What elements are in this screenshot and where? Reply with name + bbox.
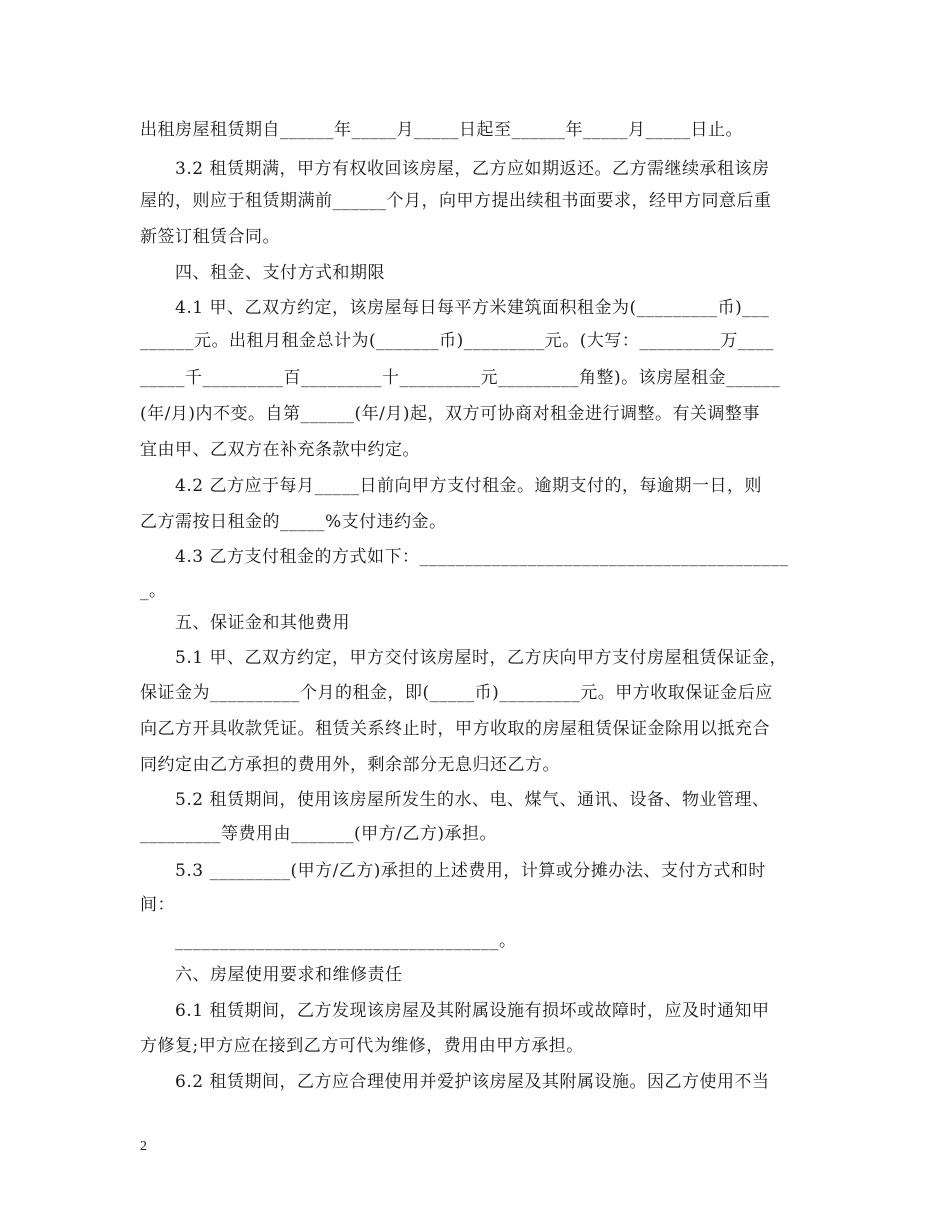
clause-4-3-line: 4.3 乙方支付租金的方式如下：_________________________________________ <box>175 547 789 567</box>
text-line: _________等费用由_______(甲方/乙方)承担。 <box>140 824 497 844</box>
section-heading-4: 四、租金、支付方式和期限 <box>175 263 385 283</box>
clause-5-1-line: 5.1 甲、乙双方约定，甲方交付该房屋时，乙方庆向甲方支付房屋租赁保证金， <box>175 648 787 668</box>
section-heading-5: 五、保证金和其他费用 <box>175 613 350 633</box>
text-line: 屋的，则应于租赁期满前______个月，向甲方提出续租书面要求，经甲方同意后重 <box>140 191 772 211</box>
text-line: 间： <box>140 895 175 915</box>
text-line: 保证金为__________个月的租金，即(_____币)_________元。甲方收取保证金后应 <box>140 683 773 703</box>
text-line: ______元。出租月租金总计为(_______币)_________元。(大写：_________万____ <box>140 331 774 351</box>
text-line: 方修复;甲方应在接到乙方可代为维修，费用由甲方承担。 <box>140 1036 584 1056</box>
clause-5-2-line: 5.2 租赁期间，使用该房屋所发生的水、电、煤气、通讯、设备、物业管理、 <box>175 790 770 810</box>
text-line: 向乙方开具收款凭证。租赁关系终止时，甲方收取的房屋租赁保证金除用以抵充合 <box>140 719 770 739</box>
text-line: 宜由甲、乙双方在补充条款中约定。 <box>140 440 420 460</box>
clause-6-2-line: 6.2 租赁期间，乙方应合理使用并爱护该房屋及其附属设施。因乙方使用不当 <box>175 1072 770 1092</box>
page-number: 2 <box>140 1139 147 1154</box>
text-line: 乙方需按日租金的_____%支付违约金。 <box>140 512 447 532</box>
section-heading-6: 六、房屋使用要求和维修责任 <box>175 965 403 985</box>
text-line: 新签订租赁合同。 <box>140 227 280 247</box>
text-line: (年/月)内不变。自第______(年/月)起，双方可协商对租金进行调整。有关调整事 <box>140 404 760 424</box>
text-line: 出租房屋租赁期自______年_____月_____日起至______年_____月_____日止。 <box>140 120 743 140</box>
text-line: 同约定由乙方承担的费用外，剩余部分无息归还乙方。 <box>140 755 560 775</box>
text-line: _____千_________百_________十_________元_________角整)。该房屋租金______ <box>140 368 781 388</box>
text-line: _。 <box>140 581 167 601</box>
clause-6-1-line: 6.1 租赁期间，乙方发现该房屋及其附属设施有损坏或故障时，应及时通知甲 <box>175 1001 770 1021</box>
text-line: ____________________________________。 <box>175 931 517 951</box>
clause-4-1-line: 4.1 甲、乙双方约定，该房屋每日每平方米建筑面积租金为(_________币)___ <box>175 298 770 318</box>
clause-5-3-line: 5.3 _________(甲方/乙方)承担的上述费用，计算或分摊办法、支付方式和时 <box>175 861 766 881</box>
clause-3-2-line: 3.2 租赁期满，甲方有权收回该房屋，乙方应如期返还。乙方需继续承租该房 <box>175 159 770 179</box>
clause-4-2-line: 4.2 乙方应于每月_____日前向甲方支付租金。逾期支付的，每逾期一日，则 <box>175 476 762 496</box>
